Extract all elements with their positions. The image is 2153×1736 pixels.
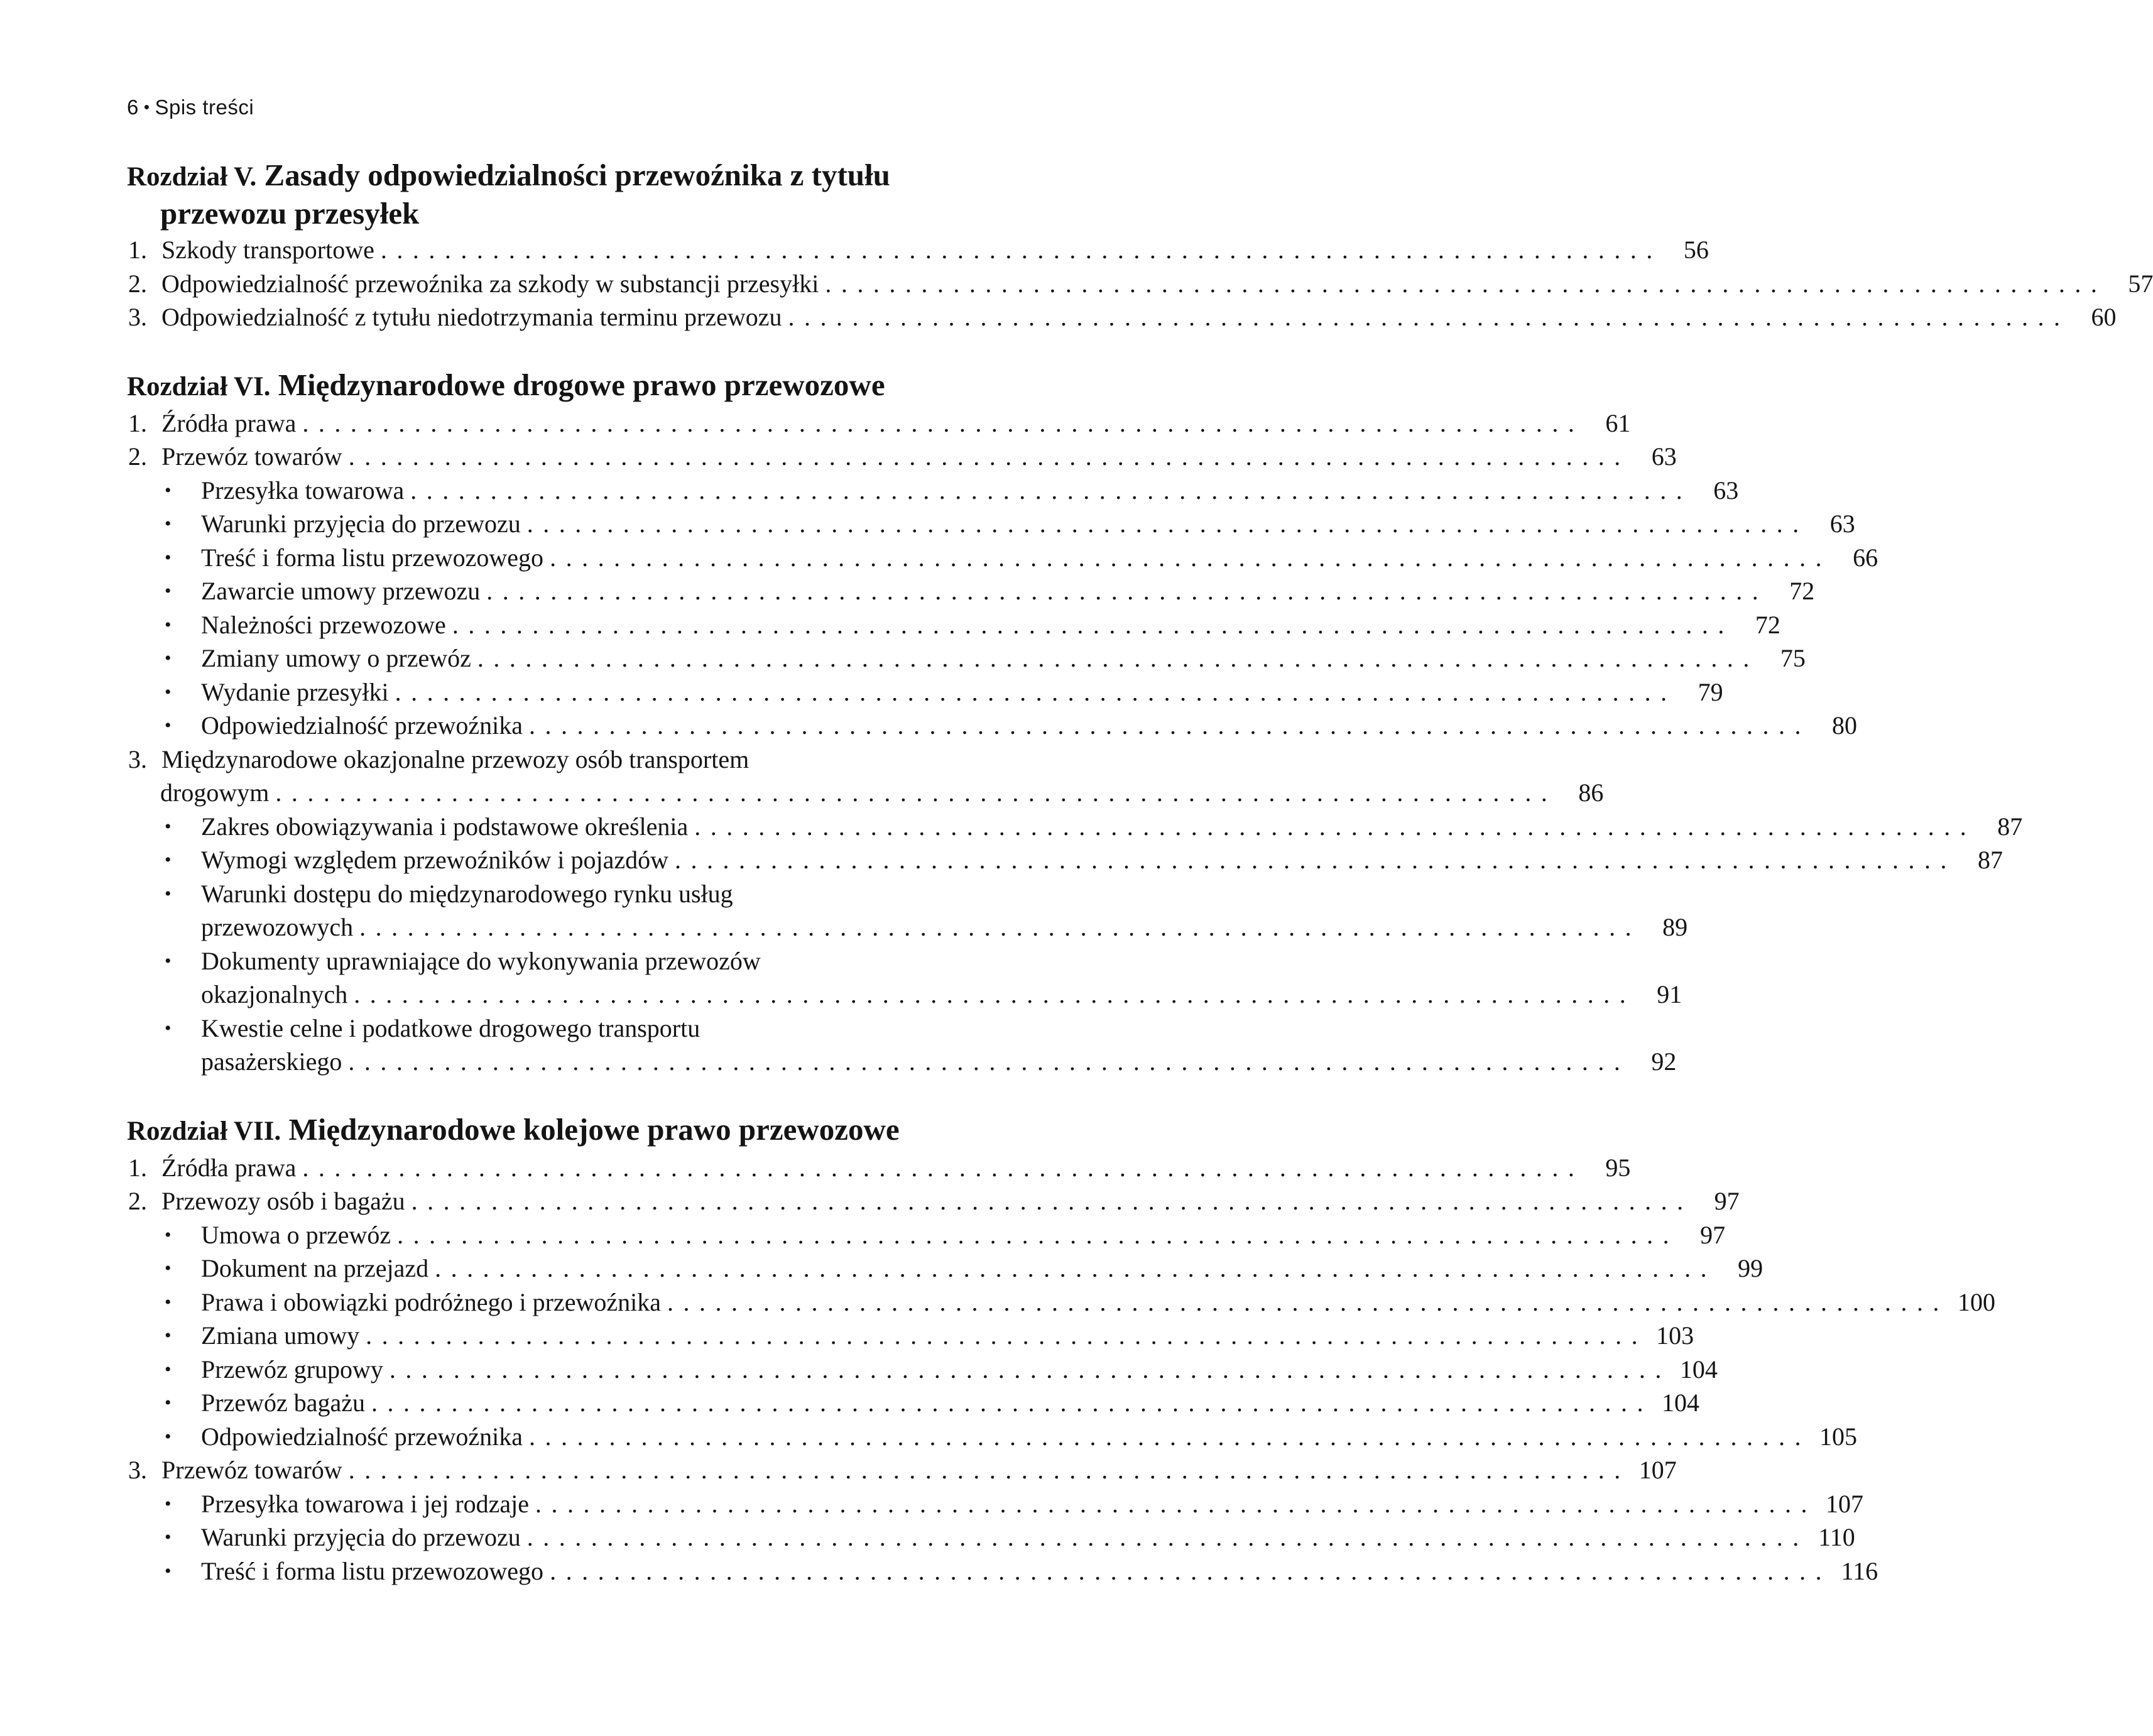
chapter-label: Rozdział V.: [127, 162, 257, 192]
toc-entry: [127, 1386, 1699, 1420]
toc-entry: [127, 1218, 1726, 1252]
chapter-title-continuation: przewozu przesyłek: [160, 196, 420, 231]
page-number: 87: [1997, 812, 2023, 841]
bullet-marker: [127, 1520, 201, 1557]
page-number: 103: [1656, 1321, 1694, 1350]
bullet-marker: [127, 1012, 201, 1048]
toc-entry: [127, 910, 1688, 944]
section-number: 2.: [128, 1187, 147, 1215]
chapter-section: [127, 1111, 1995, 1588]
toc-entry: [127, 507, 1855, 541]
entry-title: Przewóz towarów: [161, 442, 342, 471]
entry-title: Odpowiedzialność przewoźnika za szkody w substancji przesyłki: [161, 269, 819, 298]
bullet-icon: •: [165, 648, 172, 669]
dot-leader: ................................................................................: [452, 610, 1734, 639]
page-number: 92: [1651, 1047, 1677, 1076]
bullet-icon: •: [165, 1224, 172, 1245]
toc-entry: [127, 1012, 1048, 1045]
entry-title: Odpowiedzialność przewoźnika: [201, 711, 523, 740]
bullet-icon: •: [165, 849, 172, 870]
section-number: 3.: [128, 1456, 147, 1484]
page-number: 79: [1698, 677, 1723, 706]
entry-title: Przewóz grupowy: [201, 1355, 383, 1384]
toc-entry: [127, 233, 1709, 267]
dot-leader: ................................................................................: [526, 1523, 1809, 1551]
bullet-icon: •: [165, 883, 172, 904]
page-number: 116: [1841, 1556, 1878, 1585]
entry-title: Treść i forma listu przewozowego: [201, 543, 544, 572]
dot-leader: ................................................................................: [302, 408, 1584, 437]
page-number: 89: [1662, 913, 1688, 941]
header-title: Spis treści: [155, 96, 254, 119]
entry-title: Przewóz towarów: [161, 1456, 342, 1484]
dot-leader: ................................................................................: [535, 1489, 1818, 1518]
chapter-label: Rozdział VII.: [127, 1116, 281, 1146]
toc-entry: [127, 407, 1631, 440]
bullet-icon: •: [165, 581, 172, 601]
bullet-marker: [127, 1319, 201, 1355]
bullet-marker: [127, 877, 201, 914]
page-number: 107: [1826, 1489, 1864, 1518]
entry-title: Dokument na przejazd: [201, 1254, 429, 1282]
entry-title: Umowa o przewóz: [201, 1220, 391, 1249]
entry-title: Odpowiedzialność z tytułu niedotrzymania terminu przewozu: [161, 303, 782, 331]
dot-leader: ................................................................................: [359, 913, 1642, 941]
section-number: 3.: [128, 745, 147, 773]
page-number: 95: [1605, 1153, 1631, 1182]
toc-entry: [127, 743, 1048, 777]
bullet-marker: [127, 843, 201, 880]
page-number: 57: [2128, 269, 2153, 298]
running-header: [127, 96, 254, 119]
entry-title: Treść i forma listu przewozowego: [201, 1556, 544, 1585]
dot-leader: ................................................................................: [348, 442, 1630, 471]
bullet-marker: [127, 507, 201, 543]
entry-title: Zmiany umowy o przewóz: [201, 644, 471, 672]
bullet-icon: •: [165, 1560, 172, 1581]
page-number: 61: [1605, 408, 1631, 437]
bullet-icon: •: [165, 681, 172, 702]
dot-leader: ................................................................................: [411, 1187, 1693, 1215]
entry-title: Źródła prawa: [161, 408, 297, 437]
bullet-marker: [127, 574, 201, 611]
toc-entry: [127, 608, 1780, 642]
page-number: 66: [1853, 543, 1878, 572]
toc-entry: [127, 1487, 1864, 1521]
dot-leader: ................................................................................: [348, 1047, 1630, 1076]
dot-leader: ................................................................................: [486, 577, 1769, 605]
bullet-icon: •: [165, 1392, 172, 1413]
page-number: 63: [1829, 510, 1855, 538]
toc-entry: [127, 1184, 1740, 1218]
page-number: 91: [1657, 980, 1682, 1008]
dot-leader: ................................................................................: [435, 1254, 1717, 1282]
toc-entry: [127, 574, 1815, 608]
page-number: 100: [1957, 1287, 1995, 1316]
entry-title: Zmiana umowy: [201, 1321, 360, 1350]
bullet-icon: •: [165, 614, 172, 635]
dot-leader: ................................................................................: [526, 510, 1809, 538]
bullet-marker: [127, 1252, 201, 1288]
bullet-marker: [127, 1386, 201, 1422]
toc-entry: [127, 877, 1048, 911]
bullet-marker: [127, 1420, 201, 1456]
page-number: 87: [1978, 846, 2003, 874]
page-number: 107: [1638, 1456, 1677, 1484]
bullet-marker: [127, 541, 201, 577]
page-number: 110: [1818, 1523, 1855, 1551]
entry-title: przewozowych: [201, 913, 354, 941]
section-number: 2.: [128, 442, 147, 471]
dot-leader: ................................................................................: [550, 543, 1832, 572]
entry-title: Warunki dostępu do międzynarodowego rynku usług: [201, 879, 733, 908]
page-number: 60: [2091, 303, 2117, 331]
bullet-icon: •: [165, 816, 172, 837]
entry-title: Szkody transportowe: [161, 236, 374, 264]
toc-entry: [127, 978, 1682, 1012]
dot-leader: ................................................................................: [354, 980, 1636, 1008]
page-number: 99: [1738, 1254, 1763, 1282]
toc-entry: [127, 440, 1677, 474]
dot-leader: ................................................................................: [477, 644, 1759, 672]
toc-entry: [127, 944, 1048, 978]
bullet-marker: [127, 641, 201, 678]
page-number: 63: [1651, 442, 1677, 471]
section-number: 1.: [128, 1153, 147, 1182]
page-number: 97: [1700, 1220, 1726, 1249]
bullet-icon: •: [165, 1325, 172, 1346]
dot-leader: ................................................................................: [410, 476, 1692, 505]
bullet-marker: [127, 1554, 201, 1591]
dot-leader: ................................................................................: [529, 711, 1811, 740]
bullet-marker: [127, 474, 201, 510]
dot-leader: ................................................................................: [395, 677, 1677, 706]
entry-title: Źródła prawa: [161, 1153, 297, 1182]
dot-leader: ................................................................................: [550, 1556, 1832, 1585]
section-number: 1.: [128, 408, 147, 437]
page-number: 56: [1683, 236, 1709, 264]
entry-title: Wymogi względem przewoźników i pojazdów: [201, 846, 669, 874]
page-number: 72: [1789, 577, 1815, 605]
chapter-section: [127, 367, 2023, 1079]
toc-entry: [127, 1045, 1677, 1079]
dot-leader: ................................................................................: [371, 1389, 1653, 1417]
entry-title: Warunki przyjęcia do przewozu: [201, 1523, 521, 1551]
toc-entry: [127, 810, 2023, 844]
entry-title: drogowym: [160, 778, 270, 807]
toc-entry: [127, 541, 1878, 575]
bullet-icon: •: [165, 513, 172, 534]
entry-title: Zawarcie umowy przewozu: [201, 577, 481, 605]
dot-leader: ................................................................................: [302, 1153, 1584, 1182]
bullet-marker: [127, 1286, 201, 1322]
toc-entry: [127, 675, 1723, 709]
entry-title: Kwestie celne i podatkowe drogowego transportu: [201, 1013, 700, 1042]
page-number: 72: [1755, 610, 1780, 639]
dot-leader: ................................................................................: [275, 778, 1557, 807]
dot-leader: ................................................................................: [366, 1321, 1648, 1350]
bullet-icon: •: [165, 1291, 172, 1313]
page-number: 75: [1780, 644, 1806, 672]
entry-title: Należności przewozowe: [201, 610, 446, 639]
header-page-number: 6: [127, 96, 139, 119]
dot-leader: ................................................................................: [380, 236, 1662, 264]
toc-entry: [127, 1453, 1677, 1487]
bullet-marker: [127, 1353, 201, 1389]
toc-entry: [127, 843, 2003, 877]
bullet-marker: [127, 608, 201, 645]
section-number: 3.: [128, 303, 147, 331]
dot-leader: ................................................................................: [788, 303, 2070, 331]
entry-title: Warunki przyjęcia do przewozu: [201, 510, 521, 538]
dot-leader: ................................................................................: [694, 812, 1976, 841]
entry-title: Przewóz bagażu: [201, 1389, 365, 1417]
chapter-title-text: Międzynarodowe kolejowe prawo przewozowe: [288, 1111, 900, 1147]
page-number: 105: [1819, 1422, 1858, 1451]
bullet-marker: [127, 675, 201, 712]
bullet-marker: [127, 1487, 201, 1524]
section-number: 2.: [128, 269, 147, 298]
dot-leader: ................................................................................: [348, 1456, 1630, 1484]
toc-entry: [127, 267, 2153, 301]
page-number: 97: [1714, 1187, 1740, 1215]
dot-leader: ................................................................................: [675, 846, 1957, 874]
bullet-marker: [127, 1218, 201, 1255]
toc-entry: [127, 1420, 1858, 1454]
toc-entry: [127, 474, 1739, 508]
bullet-icon: •: [165, 1358, 172, 1380]
section-number: 1.: [128, 236, 147, 264]
bullet-icon: •: [165, 1258, 172, 1279]
bullet-marker: [127, 810, 201, 846]
toc-entry: [127, 1252, 1763, 1286]
dot-leader: ................................................................................: [825, 269, 2107, 298]
entry-title: Przewozy osób i bagażu: [161, 1187, 405, 1215]
page-number: 80: [1832, 711, 1858, 740]
entry-title: Przesyłka towarowa: [201, 476, 405, 505]
bullet-icon: •: [165, 1527, 172, 1548]
dot-leader: ................................................................................: [397, 1220, 1679, 1249]
page-number: 104: [1679, 1355, 1718, 1384]
toc-entry: [127, 1353, 1718, 1387]
chapter-title: [127, 367, 1048, 405]
toc-entry: [127, 300, 2117, 334]
toc-entry: [127, 776, 1604, 810]
entry-title: Przesyłka towarowa i jej rodzaje: [201, 1489, 530, 1518]
toc-entry: [127, 1520, 1855, 1554]
chapter-title: [127, 157, 1048, 232]
toc-entry: [127, 1554, 1878, 1588]
entry-title: okazjonalnych: [201, 980, 348, 1008]
entry-title: Międzynarodowe okazjonalne przewozy osób transportem: [161, 745, 749, 773]
chapter-section: [127, 157, 2153, 334]
dot-leader: ................................................................................: [529, 1422, 1811, 1451]
page-number: 63: [1713, 476, 1739, 505]
entry-title: Wydanie przesyłki: [201, 677, 389, 706]
dot-leader: ................................................................................: [389, 1355, 1671, 1384]
chapter-title-text: Międzynarodowe drogowe prawo przewozowe: [278, 367, 885, 402]
bullet-marker: [127, 944, 201, 981]
entry-title: pasażerskiego: [201, 1047, 342, 1076]
chapter-label: Rozdział VI.: [127, 371, 271, 401]
entry-title: Odpowiedzialność przewoźnika: [201, 1422, 523, 1451]
toc-entry: [127, 1286, 1995, 1319]
toc-entry: [127, 709, 1858, 743]
bullet-icon: •: [165, 1426, 172, 1447]
bullet-icon: •: [165, 547, 172, 568]
bullet-icon: •: [165, 950, 172, 971]
dot-leader: ................................................................................: [667, 1287, 1949, 1316]
entry-title: Prawa i obowiązki podróżnego i przewoźnika: [201, 1287, 661, 1316]
entry-title: Dokumenty uprawniające do wykonywania przewozów: [201, 946, 761, 975]
chapter-title-text: Zasady odpowiedzialności przewoźnika z tytułu: [264, 158, 890, 192]
page-number: 86: [1578, 778, 1604, 807]
toc-entry: [127, 1151, 1631, 1185]
table-of-contents: [127, 157, 2153, 1588]
bullet-icon: •: [165, 479, 172, 501]
bullet-icon: •: [165, 1017, 172, 1039]
toc-entry: [127, 641, 1806, 675]
bullet-icon: •: [165, 715, 172, 736]
entry-title: Zakres obowiązywania i podstawowe określenia: [201, 812, 689, 841]
toc-entry: [127, 1319, 1694, 1353]
bullet-marker: [127, 709, 201, 745]
chapter-title: [127, 1111, 1048, 1150]
header-separator: •: [143, 97, 150, 116]
bullet-icon: •: [165, 1493, 172, 1514]
page-number: 104: [1661, 1389, 1699, 1417]
